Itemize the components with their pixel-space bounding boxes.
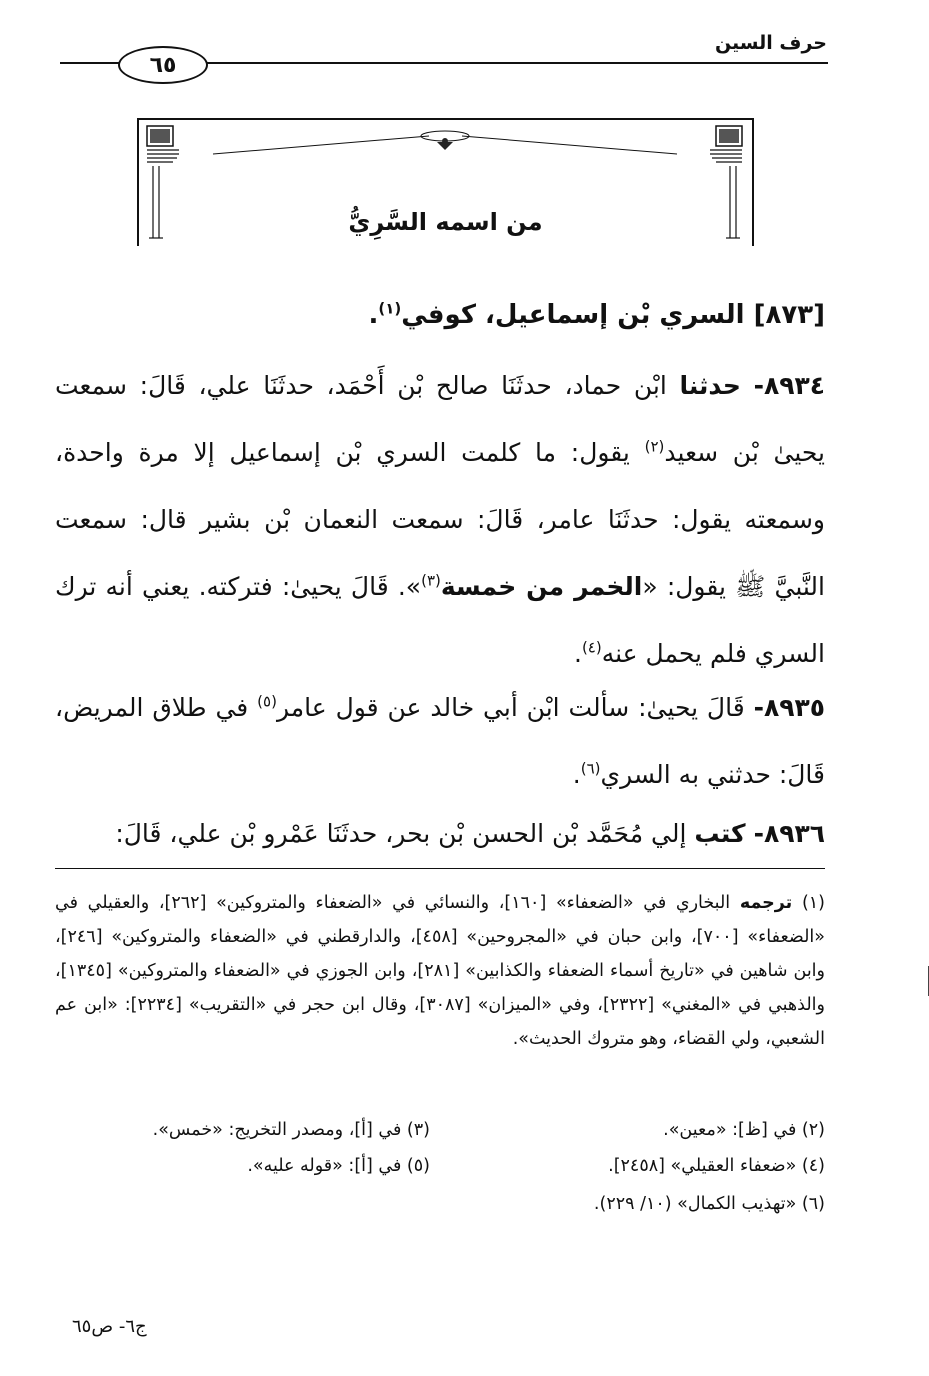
hadith-paragraph <box>55 800 825 867</box>
hadith-text: يقول: ما كلمت السري بْن إسماعيل إلا مرة واحدة، وسمعته يقول: حدثَنَا عامر، قَالَ: سمعت النعمان بْن بشير قال: سمعت النَّبيَّ ﷺ يقول: « <box>55 438 825 601</box>
footnote-2: (٢) في [ظ]: «معين». <box>663 1120 825 1140</box>
hadith-keyword: حدثنا <box>679 371 741 400</box>
hadith-number: ٨٩٣٤- <box>753 371 825 400</box>
entry-heading-text: [٨٧٣] السري بْن إسماعيل، كوفي <box>401 300 825 330</box>
hadith-text: قَالَ يحيىٰ: سألت ابْن أبي خالد عن قول عامر <box>276 693 745 722</box>
entry-heading-end: . <box>368 300 379 330</box>
hadith-paragraph <box>55 674 825 808</box>
footnote-6: (٦) «تهذيب الكمال» (١٠/ ٢٢٩). <box>593 1194 825 1214</box>
footnote-3: (٣) في [أ]، ومصدر التخريج: «خمس». <box>152 1120 430 1140</box>
hadith-number: ٨٩٣٥- <box>753 693 826 722</box>
hadith-text: ابْن حماد، حدثَنَا صالح بْن أَحْمَد، حدثَنَا علي، قَالَ: سمعت يحيىٰ بْن سعيد <box>55 371 825 467</box>
footnote-number: (١) <box>801 893 825 913</box>
chapter-title: حرف السين <box>714 32 827 54</box>
page-number-badge <box>118 46 208 84</box>
footnote-keyword: ترجمه <box>739 893 793 913</box>
hadith-text: في طلاق المريض، قَالَ: حدثني به السري <box>55 693 825 789</box>
page-number: ٦٥ <box>149 52 177 78</box>
footnote-ref: (١) <box>378 299 402 318</box>
page-reference: ج٦- ص٦٥ <box>72 1316 147 1337</box>
hadith-text: . <box>573 639 582 668</box>
footnote-ref: (٥) <box>257 692 277 711</box>
footnote-1 <box>55 886 825 1056</box>
hadith-paragraph <box>55 352 825 687</box>
footnote-ref: (٢) <box>644 437 665 456</box>
section-title: من اسمه السَّرِيُّ <box>348 208 543 236</box>
entry-heading <box>55 300 825 330</box>
hadith-number: ٨٩٣٦- <box>753 819 825 848</box>
hadith-keyword: كتب <box>694 819 746 848</box>
hadith-text: إلي مُحَمَّد بْن الحسن بْن بحر، حدثَنَا عَمْرو بْن علي، قَالَ: <box>115 819 687 848</box>
footnote-separator <box>55 868 825 869</box>
footnote-5: (٥) في [أ]: «قوله عليه». <box>247 1156 430 1176</box>
footnote-ref: (٤) <box>581 638 602 657</box>
hadith-text: . <box>572 760 581 789</box>
footnote-ref: (٦) <box>580 759 601 778</box>
hadith-quote: الخمر من خمسة <box>440 572 643 601</box>
footnote-4: (٤) «ضعفاء العقيلي» [٢٤٥٨]. <box>608 1156 825 1176</box>
section-frame <box>137 118 754 246</box>
hadith-text: ». قَالَ يحيىٰ: فتركته. يعني أنه ترك السري فلم يحمل عنه <box>55 572 825 668</box>
footnote-ref: (٣) <box>421 571 441 590</box>
footnote-text: البخاري في «الضعفاء» [١٦٠]، والنسائي في «الضعفاء والمتروكين» [٢٦٢]، والعقيلي في «الضعفاء» [٧٠٠]، وابن حبان في «المجروحين» [٤٥٨]، والدارقطني في «الضعفاء والمتروكين» [٢٤٦]، وابن شاهين في «تاريخ أسماء الضعفاء والكذابين» [٢٨١]، وابن الجوزي في «الضعفاء والمتروكين» [١٣٤٥]، والذهبي في «المغني» [٢٣٢٢]، وفي «الميزان» [٣٠٨٧]، وقال ابن حجر في «التقريب» [٢٢٣٤]: «ابن عم الشعبي، ولي القضاء، وهو متروك الحديث». <box>55 893 826 1049</box>
